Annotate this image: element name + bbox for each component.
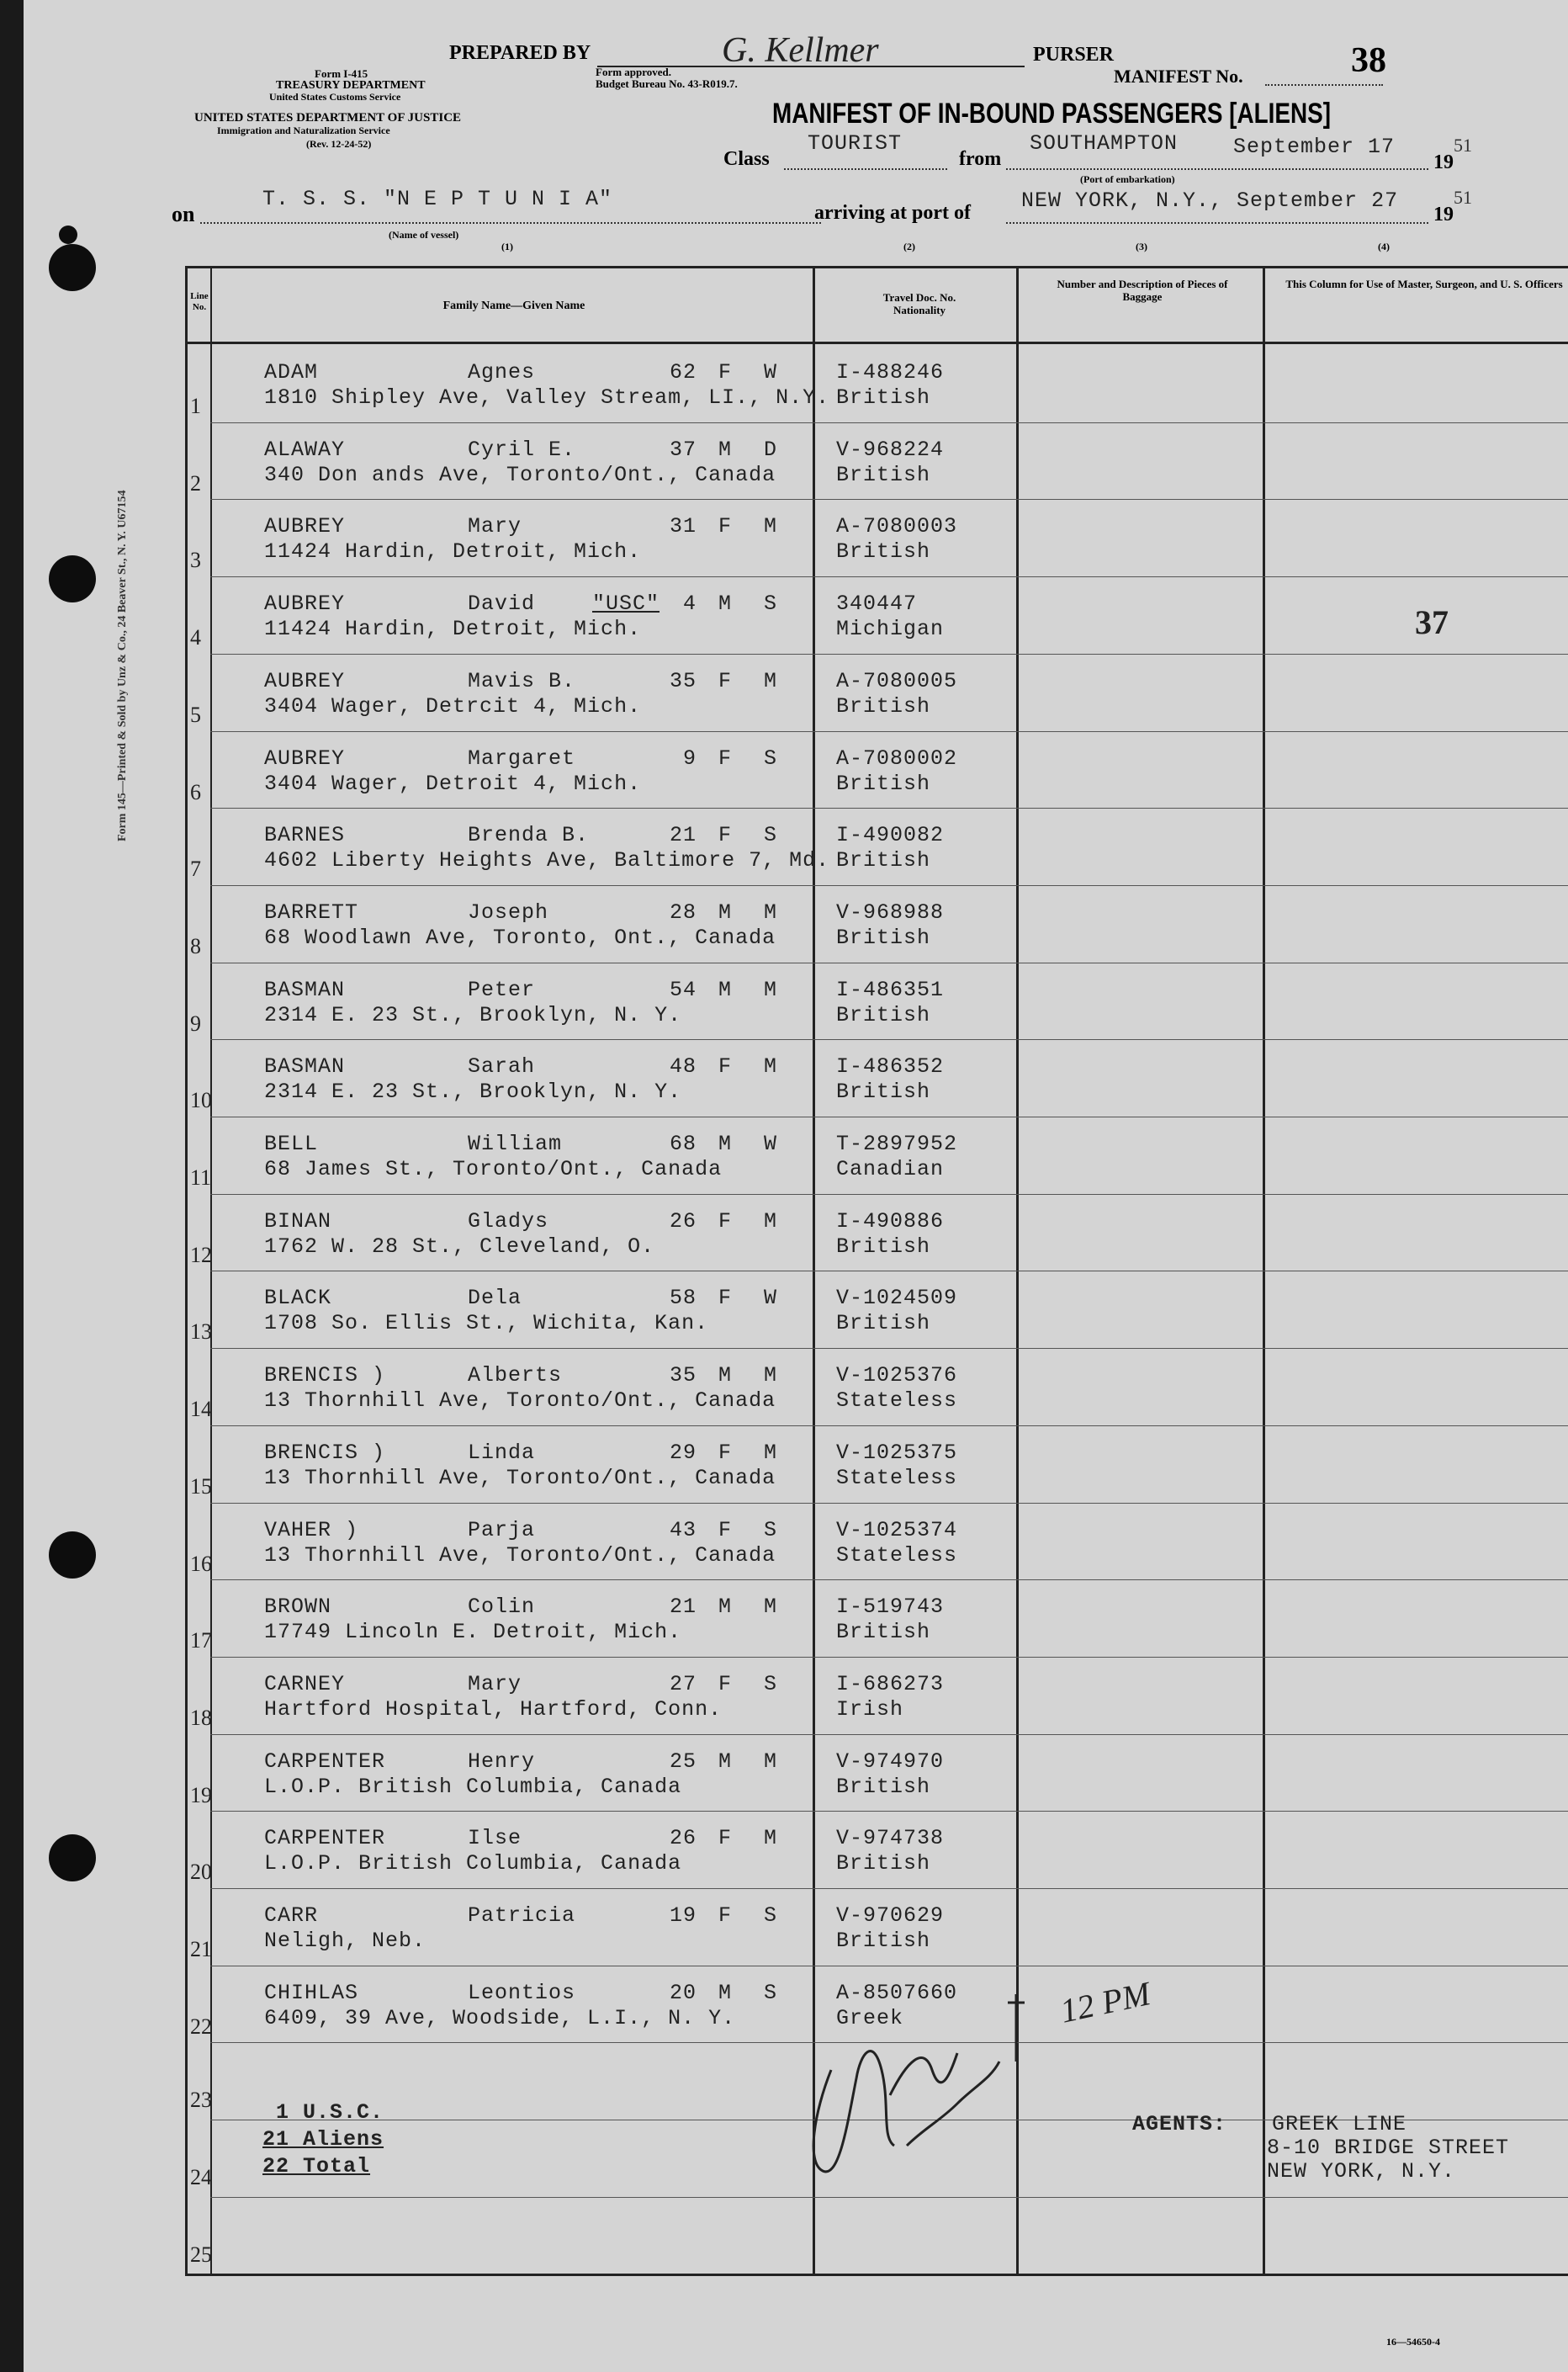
form-approved-label: Form approved. xyxy=(596,66,672,78)
manifest-no-line xyxy=(1265,84,1383,86)
agents-label: AGENTS: xyxy=(1132,2112,1227,2136)
given-name: Dela xyxy=(468,1286,522,1310)
revision-label: (Rev. 12-24-52) xyxy=(306,138,372,150)
given-name: Mary xyxy=(468,1672,522,1696)
baggage-header: Number and Description of Pieces of Baggage xyxy=(1057,278,1228,303)
manifest-no-label: MANIFEST No. xyxy=(1114,66,1243,87)
marital-status: S xyxy=(764,746,778,771)
nationality: Greek xyxy=(836,2006,904,2030)
line-number: 22 xyxy=(190,2014,212,2039)
nationality: Canadian xyxy=(836,1157,945,1181)
purser-signature: G. Kellmer xyxy=(722,31,879,70)
family-name: BARRETT xyxy=(264,900,359,925)
line-number: 16 xyxy=(190,1552,212,1576)
address: 13 Thornhill Ave, Toronto/Ont., Canada xyxy=(264,1388,776,1413)
age: 68 xyxy=(669,1132,697,1156)
printer-imprint: Form 145—Printed & Sold by Unz & Co., 24 Beaver St., N. Y. U67154 xyxy=(116,490,129,841)
column-number-4: (4) xyxy=(1378,241,1390,252)
class-value: TOURIST xyxy=(808,131,903,156)
marital-status: M xyxy=(764,900,778,925)
row-separator xyxy=(210,1425,1568,1426)
family-name: BARNES xyxy=(264,823,346,847)
row-separator xyxy=(210,654,1568,655)
travel-doc-number: V-968988 xyxy=(836,900,945,925)
line-number: 21 xyxy=(190,1937,212,1961)
address: 2314 E. 23 St., Brooklyn, N. Y. xyxy=(264,1003,682,1027)
address: 1762 W. 28 St., Cleveland, O. xyxy=(264,1234,655,1259)
line-number: 18 xyxy=(190,1706,212,1730)
row-separator xyxy=(210,1503,1568,1504)
address: 13 Thornhill Ave, Toronto/Ont., Canada xyxy=(264,1543,776,1568)
row-separator xyxy=(210,1811,1568,1812)
family-name: AUBREY xyxy=(264,669,346,693)
age: 21 xyxy=(669,1595,697,1619)
age: 29 xyxy=(669,1441,697,1465)
table-left-border xyxy=(185,266,188,2276)
budget-label: Budget Bureau No. 43-R019.7. xyxy=(596,77,738,90)
form-number: Form I-415 xyxy=(315,67,368,80)
address: 1810 Shipley Ave, Valley Stream, LI., N.Y. xyxy=(264,385,830,410)
class-label: Class xyxy=(723,148,770,170)
line-number: 15 xyxy=(190,1474,212,1499)
travel-doc-number: V-974738 xyxy=(836,1826,945,1850)
name-header: Family Name—Given Name xyxy=(442,300,585,312)
row-separator xyxy=(210,2197,1568,2198)
travel-doc-number: 340447 xyxy=(836,592,918,616)
family-name: VAHER ) xyxy=(264,1518,359,1542)
sex: F xyxy=(718,1209,733,1234)
family-name: BASMAN xyxy=(264,1054,346,1079)
marital-status: M xyxy=(764,1363,778,1388)
row-separator xyxy=(210,1888,1568,1889)
travel-doc-number: V-968224 xyxy=(836,438,945,462)
sex: F xyxy=(718,514,733,539)
family-name: BINAN xyxy=(264,1209,332,1234)
line-number: 11 xyxy=(190,1165,212,1190)
given-name: Gladys xyxy=(468,1209,549,1234)
sex: M xyxy=(718,1749,733,1774)
travel-doc-number: V-974970 xyxy=(836,1749,945,1774)
nationality: British xyxy=(836,1775,931,1799)
vessel-name-label: (Name of vessel) xyxy=(389,229,459,241)
address: 17749 Lincoln E. Detroit, Mich. xyxy=(264,1620,682,1644)
family-name: BROWN xyxy=(264,1595,332,1619)
marital-status: M xyxy=(764,978,778,1002)
line-number: 25 xyxy=(190,2242,212,2267)
marital-status: W xyxy=(764,1132,778,1156)
marital-status: M xyxy=(764,1749,778,1774)
sex: M xyxy=(718,592,733,616)
travel-doc-number: I-488246 xyxy=(836,360,945,385)
sex: M xyxy=(718,1981,733,2005)
inspector-note: 12 PM xyxy=(1057,1974,1154,2030)
given-name: Cyril E. xyxy=(468,438,576,462)
marital-status: W xyxy=(764,1286,778,1310)
nationality: British xyxy=(836,385,931,410)
line-number: 6 xyxy=(190,780,201,804)
age: 19 xyxy=(669,1903,697,1928)
age: 26 xyxy=(669,1826,697,1850)
age: 31 xyxy=(669,514,697,539)
header-bottom-border xyxy=(185,342,1568,344)
nationality: British xyxy=(836,1851,931,1876)
age: 26 xyxy=(669,1209,697,1234)
line-number: 4 xyxy=(190,625,201,650)
marital-status: S xyxy=(764,1903,778,1928)
line-number: 9 xyxy=(190,1011,201,1036)
travel-doc-number: I-490886 xyxy=(836,1209,945,1234)
given-name: Patricia xyxy=(468,1903,576,1928)
family-name: AUBREY xyxy=(264,746,346,771)
sex: M xyxy=(718,900,733,925)
travel-doc-number: V-1025375 xyxy=(836,1441,958,1465)
marital-status: M xyxy=(764,1209,778,1234)
age: 58 xyxy=(669,1286,697,1310)
sex: F xyxy=(718,1518,733,1542)
given-name: Leontios xyxy=(468,1981,576,2005)
column-number-3: (3) xyxy=(1136,241,1147,252)
given-name: Colin xyxy=(468,1595,536,1619)
travel-doc-number: T-2897952 xyxy=(836,1132,958,1156)
row-separator xyxy=(210,808,1568,809)
age: 54 xyxy=(669,978,697,1002)
prepared-by-label: PREPARED BY xyxy=(449,42,591,64)
marital-status: S xyxy=(764,1518,778,1542)
age: 28 xyxy=(669,900,697,925)
from-label: from xyxy=(959,148,1002,170)
sex: M xyxy=(718,1595,733,1619)
family-name: BELL xyxy=(264,1132,319,1156)
sex: F xyxy=(718,360,733,385)
travel-doc-number: I-486351 xyxy=(836,978,945,1002)
row-separator xyxy=(210,1194,1568,1195)
agent-line-3: NEW YORK, N.Y. xyxy=(1267,2159,1456,2184)
given-name: Peter xyxy=(468,978,536,1002)
age: 35 xyxy=(669,1363,697,1388)
nationality: British xyxy=(836,1929,931,1953)
arrival-year-prefix: 19 xyxy=(1433,204,1454,226)
nationality: British xyxy=(836,539,931,564)
family-name: CARR xyxy=(264,1903,319,1928)
age: 35 xyxy=(669,669,697,693)
manifest-sheet xyxy=(24,0,1568,2372)
treasury-label: TREASURY DEPARTMENT xyxy=(276,79,426,92)
officer-count: 37 xyxy=(1415,603,1449,641)
travel-doc-number: A-7080002 xyxy=(836,746,958,771)
family-name: CARPENTER xyxy=(264,1826,386,1850)
nationality: Stateless xyxy=(836,1388,958,1413)
ins-label: Immigration and Naturalization Service xyxy=(217,125,390,136)
given-name: Sarah xyxy=(468,1054,536,1079)
marital-status: M xyxy=(764,669,778,693)
address: 6409, 39 Ave, Woodside, L.I., N. Y. xyxy=(264,2006,736,2030)
given-name: Linda xyxy=(468,1441,536,1465)
citizen-note: "USC" xyxy=(592,592,660,616)
officers-header: This Column for Use of Master, Surgeon, and U. S. Officers xyxy=(1285,278,1563,290)
sex: F xyxy=(718,1903,733,1928)
nationality: Irish xyxy=(836,1697,904,1722)
age: 37 xyxy=(669,438,697,462)
nationality: British xyxy=(836,1003,931,1027)
nationality: British xyxy=(836,926,931,950)
line-number: 13 xyxy=(190,1319,212,1344)
marital-status: M xyxy=(764,1441,778,1465)
address: 68 James St., Toronto/Ont., Canada xyxy=(264,1157,723,1181)
family-name: ALAWAY xyxy=(264,438,346,462)
row-separator xyxy=(210,1657,1568,1658)
travel-doc-number: V-1024509 xyxy=(836,1286,958,1310)
year-suffix: 51 xyxy=(1454,135,1472,156)
line-number: 1 xyxy=(190,394,201,418)
row-separator xyxy=(210,1579,1568,1580)
row-separator xyxy=(210,576,1568,577)
given-name: Mavis B. xyxy=(468,669,576,693)
family-name: BRENCIS ) xyxy=(264,1441,386,1465)
nationality: British xyxy=(836,1080,931,1104)
table-top-border xyxy=(185,266,1568,268)
marital-status: S xyxy=(764,1981,778,2005)
line-number: 10 xyxy=(190,1088,212,1112)
sex: F xyxy=(718,1054,733,1079)
footer-code: 16—54650-4 xyxy=(1386,2336,1440,2348)
embarkation-port: SOUTHAMPTON xyxy=(1030,131,1179,156)
family-name: BASMAN xyxy=(264,978,346,1002)
address: 4602 Liberty Heights Ave, Baltimore 7, Md. xyxy=(264,848,830,873)
travel-doc-number: A-8507660 xyxy=(836,1981,958,2005)
sex: F xyxy=(718,1286,733,1310)
punch-hole xyxy=(59,226,77,244)
sex: M xyxy=(718,438,733,462)
total-usc: 1 U.S.C. xyxy=(276,2100,384,2125)
punch-hole xyxy=(49,555,96,602)
address: L.O.P. British Columbia, Canada xyxy=(264,1851,682,1876)
address: 11424 Hardin, Detroit, Mich. xyxy=(264,539,642,564)
row-separator xyxy=(210,422,1568,423)
age: 25 xyxy=(669,1749,697,1774)
table-bottom-border xyxy=(185,2274,1568,2276)
given-name: Parja xyxy=(468,1518,536,1542)
family-name: ADAM xyxy=(264,360,319,385)
address: 68 Woodlawn Ave, Toronto, Ont., Canada xyxy=(264,926,776,950)
from-line xyxy=(1006,168,1428,170)
age: 48 xyxy=(669,1054,697,1079)
vessel-line xyxy=(200,222,821,224)
marital-status: S xyxy=(764,592,778,616)
sex: M xyxy=(718,978,733,1002)
port-embark-label: (Port of embarkation) xyxy=(1080,173,1175,185)
total-passengers: 22 Total xyxy=(262,2154,371,2178)
address: Neligh, Neb. xyxy=(264,1929,426,1953)
line-number: 14 xyxy=(190,1397,212,1421)
address: Hartford Hospital, Hartford, Conn. xyxy=(264,1697,723,1722)
total-aliens: 21 Aliens xyxy=(262,2127,384,2152)
nationality: British xyxy=(836,1311,931,1335)
given-name: William xyxy=(468,1132,563,1156)
family-name: BLACK xyxy=(264,1286,332,1310)
marital-status: D xyxy=(764,438,778,462)
agent-line-1: GREEK LINE xyxy=(1272,2112,1407,2136)
sex: F xyxy=(718,1441,733,1465)
manifest-number: 38 xyxy=(1351,41,1386,80)
age: 27 xyxy=(669,1672,697,1696)
address: 3404 Wager, Detrcit 4, Mich. xyxy=(264,694,642,719)
marital-status: M xyxy=(764,1826,778,1850)
address: 3404 Wager, Detroit 4, Mich. xyxy=(264,772,642,796)
punch-hole xyxy=(49,1834,96,1881)
row-separator xyxy=(210,499,1568,500)
departure-date: September 17 xyxy=(1233,135,1396,159)
arrival-port: NEW YORK, N.Y., September 27 xyxy=(1021,188,1399,213)
marital-status: S xyxy=(764,1672,778,1696)
marital-status: M xyxy=(764,1054,778,1079)
line-number: 8 xyxy=(190,934,201,958)
age: 43 xyxy=(669,1518,697,1542)
family-name: CHIHLAS xyxy=(264,1981,359,2005)
travel-doc-number: I-486352 xyxy=(836,1054,945,1079)
nationality: Stateless xyxy=(836,1543,958,1568)
address: L.O.P. British Columbia, Canada xyxy=(264,1775,682,1799)
nationality: British xyxy=(836,848,931,873)
given-name: Margaret xyxy=(468,746,576,771)
travel-doc-number: I-519743 xyxy=(836,1595,945,1619)
row-separator xyxy=(210,885,1568,886)
age: 20 xyxy=(669,1981,697,2005)
column-number-2: (2) xyxy=(903,241,915,252)
age: 62 xyxy=(669,360,697,385)
family-name: AUBREY xyxy=(264,592,346,616)
line-number: 23 xyxy=(190,2088,212,2112)
vessel-name: T. S. S. "N E P T U N I A" xyxy=(262,187,613,211)
row-separator xyxy=(210,1734,1568,1735)
doj-label: UNITED STATES DEPARTMENT OF JUSTICE xyxy=(194,111,462,125)
arrival-line xyxy=(1006,222,1428,224)
travel-doc-number: V-970629 xyxy=(836,1903,945,1928)
line-no-header: Line No. xyxy=(190,291,209,312)
given-name: Henry xyxy=(468,1749,536,1774)
column-number-1: (1) xyxy=(501,241,513,252)
age: 4 xyxy=(682,592,697,616)
line-number: 20 xyxy=(190,1860,212,1884)
travel-doc-number: I-686273 xyxy=(836,1672,945,1696)
marital-status: M xyxy=(764,514,778,539)
sex: F xyxy=(718,746,733,771)
purser-label: PURSER xyxy=(1033,44,1115,66)
given-name: Brenda B. xyxy=(468,823,590,847)
nationality: Michigan xyxy=(836,617,945,641)
given-name: Alberts xyxy=(468,1363,563,1388)
travel-doc-number: A-7080005 xyxy=(836,669,958,693)
marital-status: S xyxy=(764,823,778,847)
row-separator xyxy=(210,1348,1568,1349)
manifest-title: MANIFEST OF IN-BOUND PASSENGERS [ALIENS] xyxy=(772,98,1331,130)
nationality: British xyxy=(836,1620,931,1644)
line-number: 12 xyxy=(190,1243,212,1267)
address: 13 Thornhill Ave, Toronto/Ont., Canada xyxy=(264,1466,776,1490)
sex: M xyxy=(718,1132,733,1156)
nationality: British xyxy=(836,463,931,487)
given-name: David xyxy=(468,592,536,616)
age: 21 xyxy=(669,823,697,847)
given-name: Agnes xyxy=(468,360,536,385)
sex: M xyxy=(718,1363,733,1388)
nationality: British xyxy=(836,772,931,796)
punch-hole xyxy=(49,1531,96,1579)
family-name: CARPENTER xyxy=(264,1749,386,1774)
address: 340 Don ands Ave, Toronto/Ont., Canada xyxy=(264,463,776,487)
family-name: CARNEY xyxy=(264,1672,346,1696)
row-separator xyxy=(210,1039,1568,1040)
travel-doc-number: V-1025376 xyxy=(836,1363,958,1388)
sex: F xyxy=(718,669,733,693)
family-name: BRENCIS ) xyxy=(264,1363,386,1388)
row-separator xyxy=(210,731,1568,732)
address: 1708 So. Ellis St., Wichita, Kan. xyxy=(264,1311,709,1335)
arriving-label: arriving at port of xyxy=(814,202,971,224)
sex: F xyxy=(718,1672,733,1696)
marital-status: M xyxy=(764,1595,778,1619)
line-number: 3 xyxy=(190,548,201,572)
agent-line-2: 8-10 BRIDGE STREET xyxy=(1267,2136,1510,2160)
line-number: 2 xyxy=(190,471,201,496)
travel-doc-number: I-490082 xyxy=(836,823,945,847)
arrival-year-suffix: 51 xyxy=(1454,187,1472,208)
sex: F xyxy=(718,823,733,847)
on-label: on xyxy=(172,202,195,226)
nationality: Stateless xyxy=(836,1466,958,1490)
line-number: 5 xyxy=(190,703,201,727)
travel-doc-number: A-7080003 xyxy=(836,514,958,539)
given-name: Joseph xyxy=(468,900,549,925)
year-prefix: 19 xyxy=(1433,151,1454,173)
address: 11424 Hardin, Detroit, Mich. xyxy=(264,617,642,641)
address: 2314 E. 23 St., Brooklyn, N. Y. xyxy=(264,1080,682,1104)
nationality: British xyxy=(836,1234,931,1259)
sex: F xyxy=(718,1826,733,1850)
punch-hole xyxy=(49,244,96,291)
travel-doc-header: Travel Doc. No. Nationality xyxy=(882,291,956,316)
line-number: 7 xyxy=(190,857,201,881)
given-name: Ilse xyxy=(468,1826,522,1850)
given-name: Mary xyxy=(468,514,522,539)
family-name: AUBREY xyxy=(264,514,346,539)
class-line xyxy=(784,168,947,170)
line-number: 17 xyxy=(190,1628,212,1653)
age: 9 xyxy=(682,746,697,771)
travel-doc-number: V-1025374 xyxy=(836,1518,958,1542)
line-number: 19 xyxy=(190,1783,212,1807)
marital-status: W xyxy=(764,360,778,385)
nationality: British xyxy=(836,694,931,719)
customs-label: United States Customs Service xyxy=(269,91,401,103)
line-number: 24 xyxy=(190,2165,212,2189)
